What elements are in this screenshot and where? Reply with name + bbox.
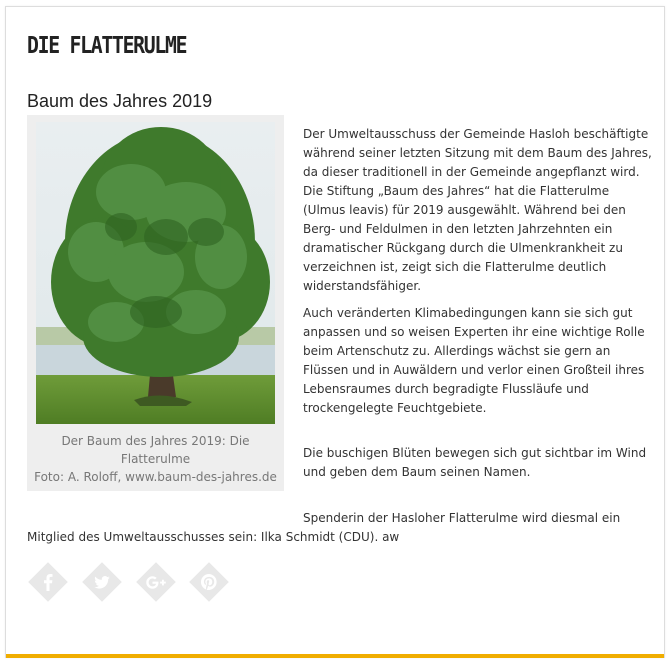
paragraph-2: Auch veränderten Klimabedingungen kann sie sich gut anpassen und so weisen Experten ihr eine wichtige Rolle beim Artenschutz zu. Allerdings wächst sie gern an Flüssen und in Auwäldern und verlor einen Großteil ihres Lebensraumes durch begradigte Flussläufe und trockengelegte Feuchtgebiete. (303, 306, 645, 415)
article-subtitle: Baum des Jahres 2019 (27, 91, 213, 111)
image-figure (27, 115, 284, 491)
share-google-plus-button[interactable] (136, 562, 176, 602)
paragraph-3: Die buschigen Blüten bewegen sich gut sichtbar im Wind und geben dem Baum seinen Namen. (303, 446, 647, 479)
paragraph-1: Der Umweltausschuss der Gemeinde Hasloh beschäftigte während seiner letzten Sitzung mit dem Baum des Jahres, da dieser traditionell in der Gemeinde angepflanzt wird. Die Stiftung „Baum des Jahres“ hat die Flatterulme (Ulmus leavis) für 2019 ausgewählt. Während bei den Berg- und Feldulmen in den letzten Jahrzehnten ein dramatischer Rückgang durch die Ulmenkrankheit zu verzeichnen ist, zeigt sich die Flatterulme deutlich widerstandsfähiger. (303, 127, 652, 293)
facebook-icon (28, 562, 68, 602)
accent-bar (6, 654, 664, 658)
image-caption (31, 432, 280, 486)
share-pinterest-button[interactable] (189, 562, 229, 602)
article-title: DIE FLATTERULME (27, 33, 187, 59)
paragraph-4: Spenderin der Hasloher Flatterulme wird diesmal ein Mitglied des Umweltausschusses sein: Ilka Schmidt (CDU). aw (27, 511, 621, 544)
google-plus-icon (136, 562, 176, 602)
share-facebook-button[interactable] (28, 562, 68, 602)
article-card (5, 6, 665, 658)
caption-credit: Foto: A. Roloff, www.baum-des-jahres.de (34, 470, 277, 484)
tree-photo[interactable] (36, 122, 275, 424)
pinterest-icon (189, 562, 229, 602)
caption-line: Der Baum des Jahres 2019: Die (61, 434, 250, 448)
share-twitter-button[interactable] (82, 562, 122, 602)
twitter-icon (82, 562, 122, 602)
caption-line: Flatterulme (120, 452, 191, 466)
